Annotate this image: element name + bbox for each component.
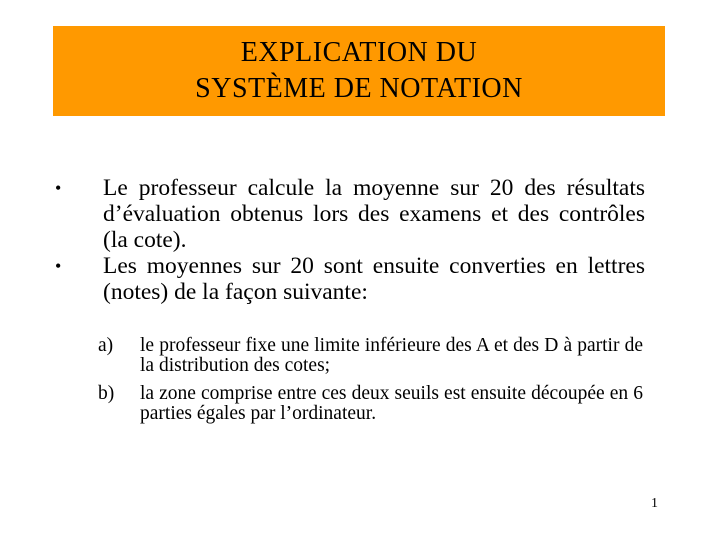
sub-list-marker: b) bbox=[98, 383, 115, 404]
sub-list-text: le professeur fixe une limite inférieure des A et des D à partir de la distribution des cotes; bbox=[140, 335, 643, 376]
page-number: 1 bbox=[651, 496, 658, 511]
title-line-1: EXPLICATION DU bbox=[240, 37, 478, 68]
bullet-text: Les moyennes sur 20 sont ensuite converties en lettres (notes) de la façon suivante: bbox=[103, 253, 645, 305]
sub-list-marker: a) bbox=[98, 335, 114, 356]
bullet-item bbox=[55, 253, 645, 305]
bullet-marker: • bbox=[55, 178, 62, 198]
bullet-list bbox=[55, 175, 645, 305]
title-banner bbox=[53, 26, 665, 116]
bullet-item bbox=[55, 175, 645, 253]
sub-list-text: la zone comprise entre ces deux seuils est ensuite découpée en 6 parties égales par l’ordinateur. bbox=[140, 383, 643, 424]
bullet-marker: • bbox=[55, 256, 62, 276]
sub-list bbox=[98, 336, 643, 432]
title-line-2: SYSTÈME DE NOTATION bbox=[195, 73, 523, 104]
sub-list-item bbox=[98, 384, 643, 424]
bullet-text: Le professeur calcule la moyenne sur 20 des résultats d’évaluation obtenus lors des examens et des contrôles (la cote). bbox=[103, 175, 645, 253]
sub-list-item bbox=[98, 336, 643, 376]
